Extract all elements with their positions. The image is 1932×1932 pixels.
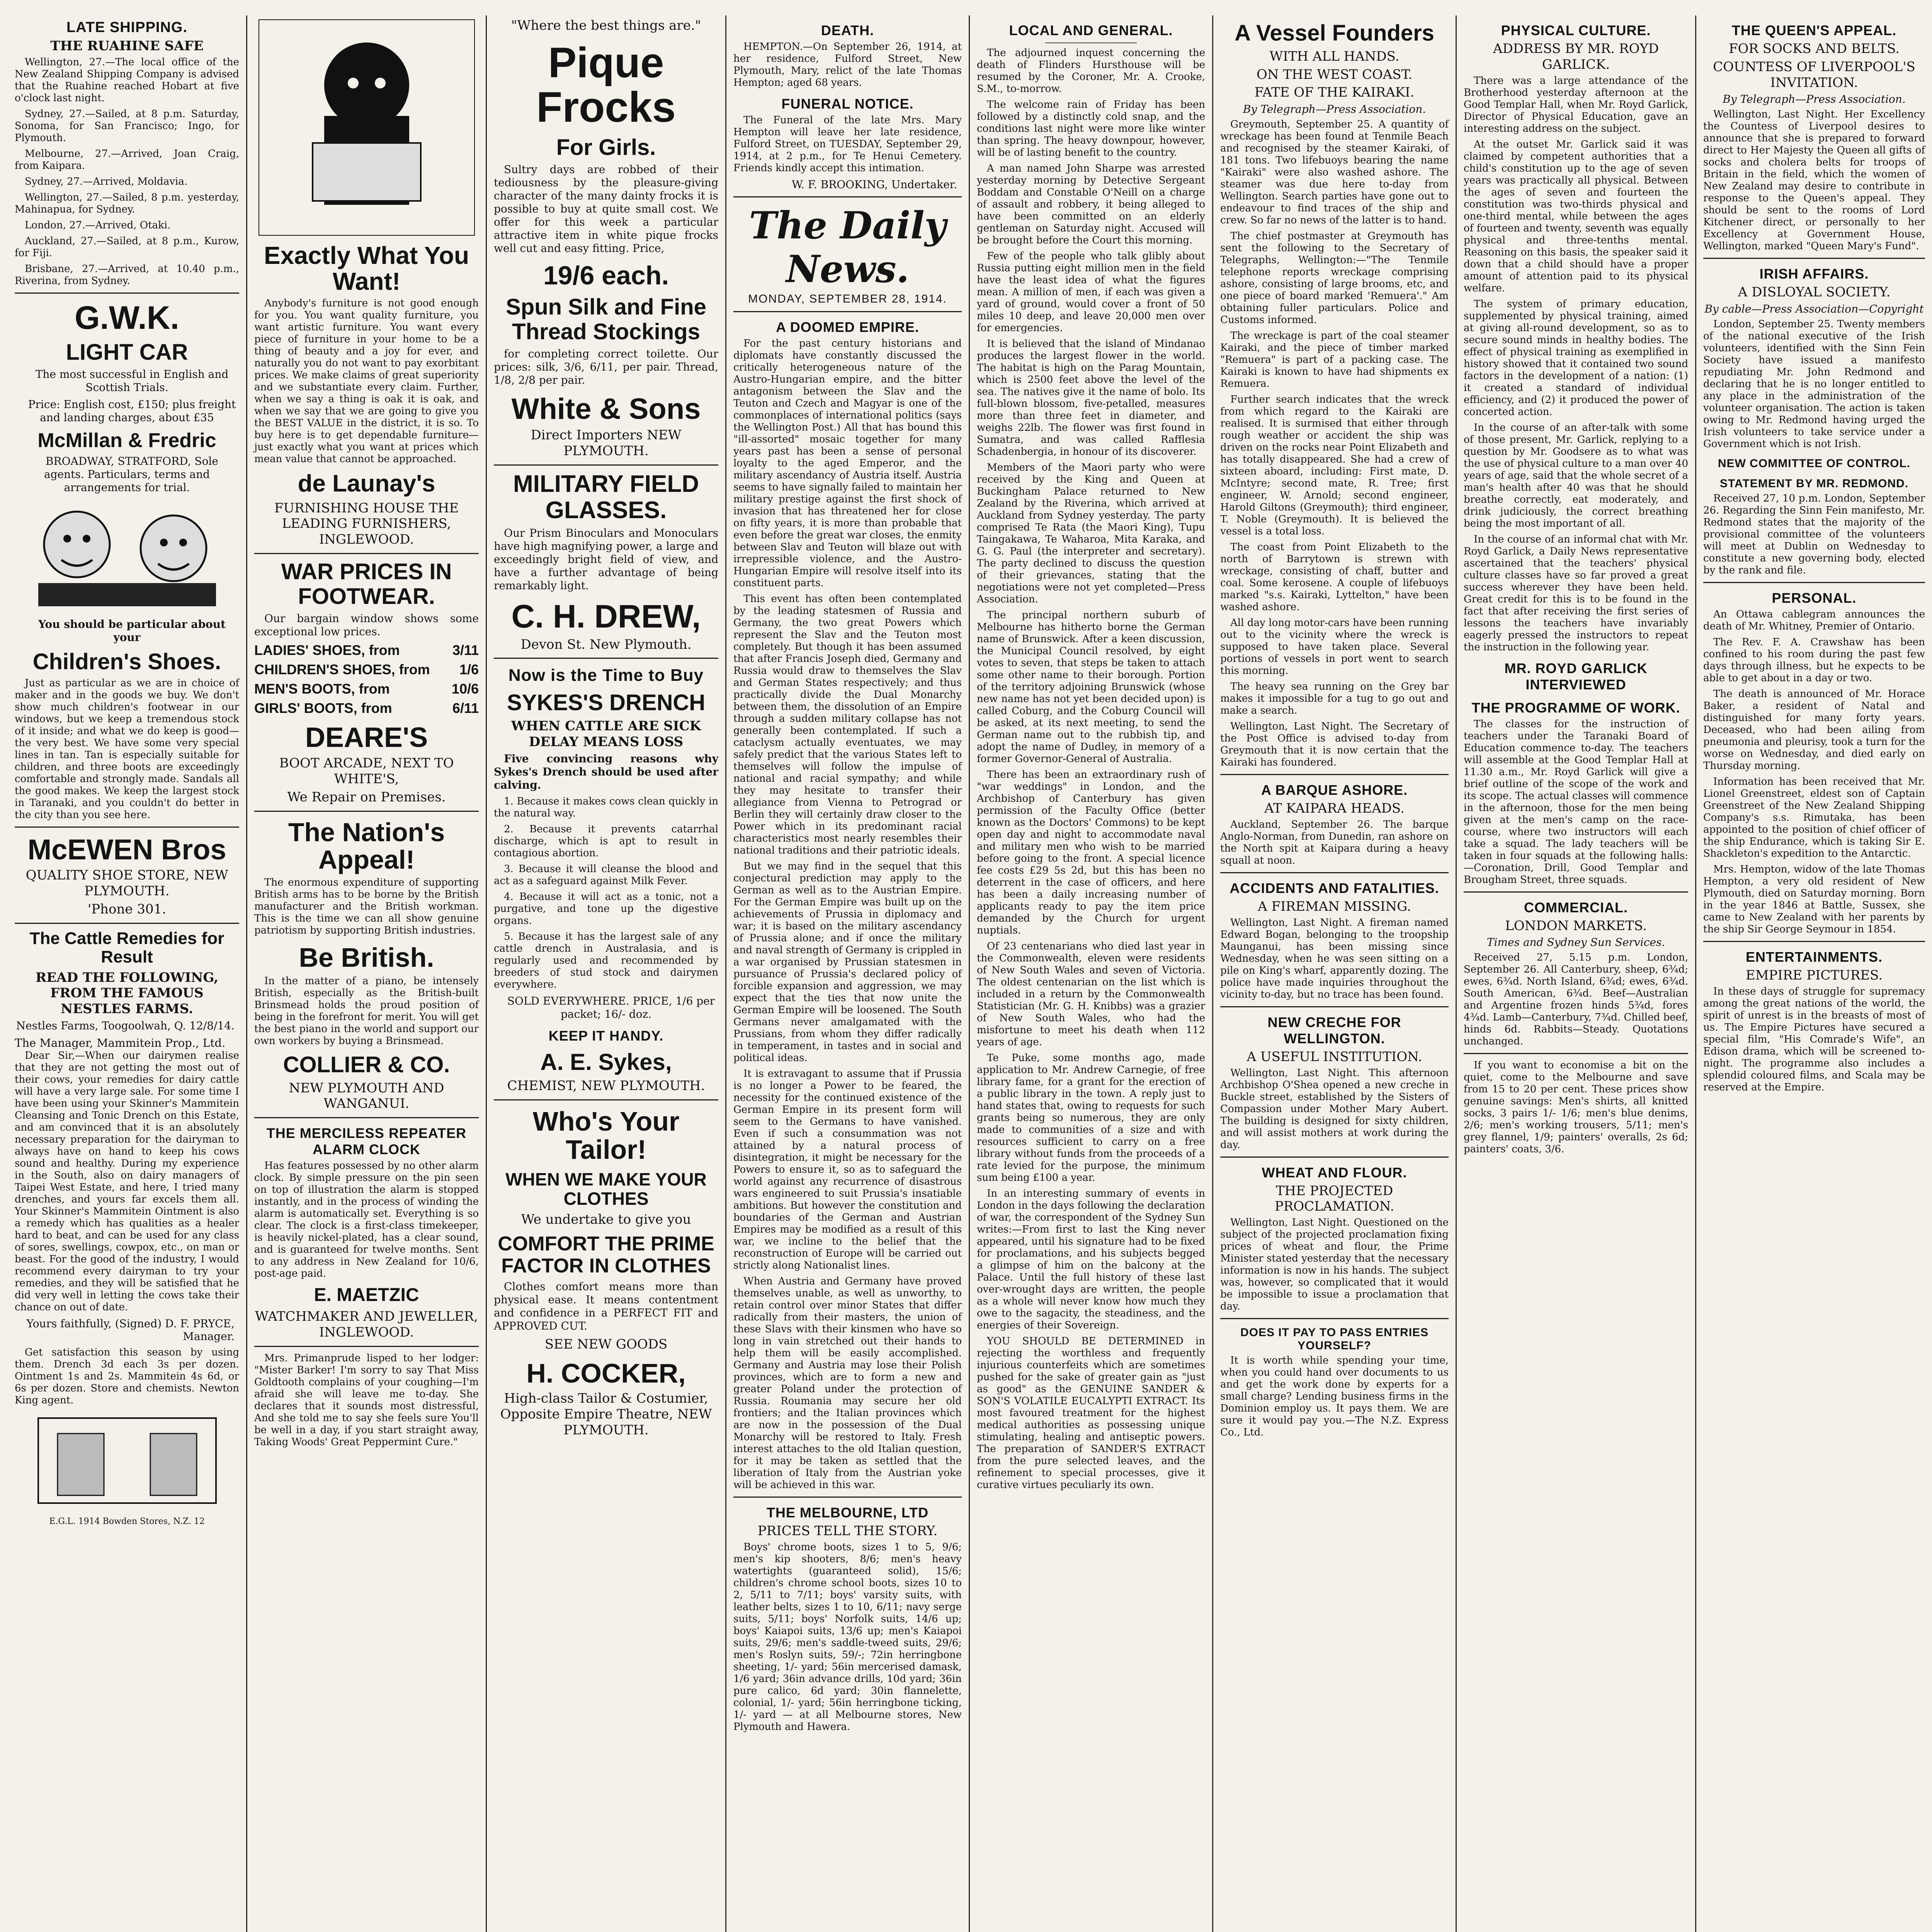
article-paragraph: This event has often been contemplated by the leading statesmen of Russia and Germany, the two great Powers which represent the Slav and the Teuton most completely. But though it has been assumed that after Francis Joseph died, Germany and Russia would draw to themselves the Slav and German States respectively; and thus practically divide the Dual Monarchy between them, the dissolution of an Empire through a sudden military collapse has not generally been contemplated. If such a cataclysm actually eventuates, we may safely predict that the various States left to themselves will follow the impulse of national and racial sympathy; and while they may hesitate to transfer their allegiance from Vienna to Petrograd or Berlin they will certainly draw closer to the Power which in its predominant racial characteristics most nearly resembles their national traditions and their patriotic ideals. xyxy=(733,593,962,856)
column-2 xyxy=(247,15,487,1932)
maetzig-subtitle: WATCHMAKER AND JEWELLER, INGLEWOOD. xyxy=(255,1309,478,1340)
column-7 xyxy=(1457,15,1696,1932)
comfort-see: SEE NEW GOODS xyxy=(544,1336,668,1352)
vessel-body xyxy=(1220,119,1449,769)
comfort-title: COMFORT THE PRIME FACTOR IN CLOTHES xyxy=(498,1232,714,1277)
be-british-body: In the matter of a piano, be intensely British, especially as the British-built Brinsmead holds the proud position of being in the forefront for merit. You will get the best piano in the world and support our own workers by buying a Brinsmead. xyxy=(254,975,479,1047)
war-price-label: CHILDREN'S SHOES, from xyxy=(254,661,430,677)
local-news-paragraph: In an interesting summary of events in London in the days following the declaration of war, the correspondent of the Sydney Sun writes:—From first to last the King never appeared, until his signature had to be fixed for proclamations, and his subjects begged a glimpse of him on the balcony at the Palace. Until the full history of these last over-wrought days are written, the people as a whole will never know how much they owe to the sagacity, the steadiness, and the energies of their Sovereign. xyxy=(977,1188,1205,1331)
sykes-title: SYKES'S DRENCH xyxy=(507,690,706,716)
commercial-heading: COMMERCIAL. xyxy=(1524,899,1628,915)
divider xyxy=(1703,941,1925,942)
sykes-reason-item: 5. Because it has the largest sale of any cattle drench in Australasia, and is regularly used and recommended by breeders of stud stock and dairymen everywhere. xyxy=(494,930,718,990)
sykes-reason-item: 4. Because it will act as a tonic, not a purgative, and tone up the digestive organs. xyxy=(494,891,718,927)
spun-title: Spun Silk and Fine Thread Stockings xyxy=(506,294,706,344)
cattle-address: Nestles Farms, Toogoolwah, Q. 12/8/14. xyxy=(16,1019,235,1032)
divider xyxy=(254,553,479,554)
garlick-heading: MR. ROYD GARLICK INTERVIEWED xyxy=(1504,660,1648,692)
committee-heading: NEW COMMITTEE OF CONTROL. xyxy=(1718,457,1911,470)
cattle-recipient: The Manager, Mammitein Prop., Ltd. xyxy=(15,1036,226,1050)
local-news-paragraph: Few of the people who talk glibly about Russia putting eight million men in the field have the least idea of what the figures mean. A million of men, if each was given a yard of ground, would cover a front of 50 miles 10 deep, and leave 20,000 men over for emergencies. xyxy=(977,250,1205,334)
statement-body: Received 27, 10 p.m. London, September 26. Regarding the Sinn Fein manifesto, Mr. Redmond states that the majority of the provisional committee of the volunteers will meet at Dublin on Wednesday to constitute a new governing body, elected by the rank and file. xyxy=(1703,493,1925,577)
childrens-note: You should be particular about your xyxy=(38,617,226,644)
divider xyxy=(1220,1006,1449,1007)
pays-body: It is worth while spending your time, when you could hand over documents to us and get the work done by experts for a small charge? Lending business firms in the Dominion employ us. It pays them. We are sure it would pay you.—The N.Z. Express Co., Ltd. xyxy=(1220,1355,1449,1439)
divider xyxy=(1220,1156,1449,1158)
maetzig-title: E. MAETZIC xyxy=(314,1285,419,1306)
delaunay-subtitle: FURNISHING HOUSE THE LEADING FURNISHERS, INGLEWOOD. xyxy=(274,500,459,548)
shipping-item: Brisbane, 27.—Arrived, at 10.40 p.m., Riverina, from Sydney. xyxy=(15,263,239,287)
exactly-title: Exactly What You Want! xyxy=(264,242,469,296)
shipping-item: Wellington, 27.—Sailed, 8 p.m. yesterday, Mahinapua, for Sydney. xyxy=(15,191,239,215)
white-subtitle: Direct Importers NEW PLYMOUTH. xyxy=(531,427,682,459)
spun-body: for completing correct toilette. Our prices: silk, 3/6, 6/11, per pair. Thread, 1/8, 2/8 per pair. xyxy=(494,347,718,386)
alarm-title: THE MERCILESS REPEATER ALARM CLOCK xyxy=(266,1125,467,1158)
physical-paragraph: At the outset Mr. Garlick said it was claimed by competent authorities that a child's constitution up to the age of seven years was practically all physical. Between the ages of seven and fourteen the constitution was two-thirds physical and one-third mental, while between the ages of fourteen and twenty, seventh was equally physical and three-tenths mental. Reasoning on this basis, the speaker said it down that a child should have a proper amount of attention paid to its physical welfare. xyxy=(1464,138,1688,294)
vessel-paragraph: The wreckage is part of the coal steamer Kairaki, and the piece of timber marked "Remuera" is part of a packing case. The Kairaki is known to have had shipments ex Remuera. xyxy=(1220,330,1449,390)
irish-heading: IRISH AFFAIRS. xyxy=(1759,266,1869,282)
deares-note: We Repair on Premises. xyxy=(287,789,446,805)
local-news-paragraph: The welcome rain of Friday has been followed by a distinctly cold snap, and the conditions last night were more like winter than spring. The heavy downpour, however, will be of lasting benefit to the country. xyxy=(977,99,1205,158)
cattle-footer: Get satisfaction this season by using them. Drench 3d each 3s per dozen. Ointment 1s and 2s. Mammitein 4s 6d, or 6s per dozen. Store and chemists. Newton King agent. xyxy=(15,1347,239,1406)
melbourne-body: Boys' chrome boots, sizes 1 to 5, 9/6; men's kip shooters, 8/6; men's heavy watertights (guaranteed solid), 15/6; children's chrome school boots, sizes 10 to 2, 5/11 to 7/11; boys' varsity suits, with leather belts, sizes 1 to 10, 6/11; navy serge suits, 5/11; boys' Norfolk suits, 14/6 up; boys' Kaiapoi suits, 13/6 up; men's Kaiapoi suits, 29/6; men's saddle-tweed suits, 29/6; men's Roslyn suits, 59/-; 72in herringbone sheeting, 1/- yard; 56in mercerised damask, 1/6 yard; 36in advance drills, 10d yard; 36in pure calico, 6d yard; 30in flannelette, colonial, 1/- yard; 56in herringbone ticking, 1/- yard — at all Melbourne stores, New Plymouth and Hawera. xyxy=(733,1541,962,1733)
local-news-paragraph: It is believed that the island of Mindanao produces the largest flower in the world. The habitat is high on the Parag Mountain, which is 2500 feet above the level of the sea. The natives give it the name of bolo. Its full-blown blossom, five-petalled, measures more than three feet in diameter, and weighs 22lb. The flower was first found in Sumatra, and was called Rafflesia Schadenbergia, in honour of its discoverer. xyxy=(977,338,1205,457)
personal-paragraph: Information has been received that Mr. Lionel Greenstreet, eldest son of Captain Greenstreet of the New Zealand Shipping Company's s.s. Rimutaka, has been appointed to the position of chief officer of the ship Endurance, which is taking Sir E. Shackleton's expedition to the Antarctic. xyxy=(1703,776,1925,860)
article-body xyxy=(733,338,962,1491)
personal-paragraph: The death is announced of Mr. Horace Baker, a resident of Natal and distinguished for many forty years. Deceased, who had been ailing from pneumonia and pleurisy, took a turn for the worse on Wednesday, and died early on Thursday morning. xyxy=(1703,688,1925,772)
column-5 xyxy=(970,15,1213,1932)
queen-subheading: FOR SOCKS AND BELTS. xyxy=(1728,41,1900,56)
wheat-subheading: THE PROJECTED PROCLAMATION. xyxy=(1274,1183,1395,1214)
shipping-item: Sydney, 27.—Sailed, at 8 p.m. Saturday, Sonoma, for San Francisco; Ingo, for Plymouth. xyxy=(15,108,239,144)
column-4 xyxy=(726,15,970,1932)
shipping-heading: LATE SHIPPING. xyxy=(66,19,188,36)
physical-subheading: ADDRESS BY MR. ROYD GARLICK. xyxy=(1493,41,1659,72)
divider xyxy=(1220,872,1449,873)
war-intro: Our bargain window shows some exceptional low prices. xyxy=(254,612,479,638)
shipping-subheading: THE RUAHINE SAFE xyxy=(50,38,204,54)
wheat-heading: WHEAT AND FLOUR. xyxy=(1262,1164,1407,1180)
drew-title: C. H. DREW, xyxy=(511,598,701,635)
pique-price: 19/6 each. xyxy=(543,260,669,290)
comfort-body: Clothes comfort means more than physical ease. It means contentment and confidence in a PERFECT FIT and APPROVED CUT. xyxy=(494,1280,718,1332)
vessel-paragraph: All day long motor-cars have been running out to the vicinity where the wreck is supposed to have taken place. Several portions of vessels in port went to search this morning. xyxy=(1220,617,1449,677)
divider xyxy=(254,1117,479,1118)
empire-body: In these days of struggle for supremacy among the great nations of the world, the spirit of unrest is in the breasts of most of us. The Empire Pictures have secured a special film, "His Comrade's Wife", an Edison drama, which will be screened to-night. The programme also includes a splendid coloured films, and Scala may be reserved at the Empire. xyxy=(1703,985,1925,1093)
divider xyxy=(1220,1318,1449,1319)
personal-paragraph: An Ottawa cablegram announces the death of Mr. Whitney, Premier of Ontario. xyxy=(1703,609,1925,633)
military-body: Our Prism Binoculars and Monoculars have high magnifying power, a large and exceedingly bright field of view, and have a further advantage of being remarkably light. xyxy=(494,527,718,592)
keep-handy: KEEP IT HANDY. xyxy=(548,1027,664,1044)
delaunay-title: de Launay's xyxy=(298,470,435,497)
tailor-title: Who's Your Tailor! xyxy=(532,1106,680,1165)
local-news-paragraph: There has been an extraordinary rush of "war weddings" in London, and the Archbishop of Canterbury has given permission of the Faculty Office (better known as the Doctors' Commons) to be kept open day and night to accommodate naval and military men who wish to be married before going to the front. A special licence fee costs £29 5s 2d, but this has been no deterrent in the case of officers, and here has been a daily increasing number of applicants ready to pay the item price demanded by the Church for urgent nuptials. xyxy=(977,769,1205,936)
divider xyxy=(733,196,962,197)
divider xyxy=(494,1099,718,1100)
where-tagline: "Where the best things are." xyxy=(511,18,701,33)
divider xyxy=(1220,774,1449,775)
personal-body xyxy=(1703,609,1925,935)
funeral-heading: FUNERAL NOTICE. xyxy=(781,96,914,112)
nations-body: The enormous expenditure of supporting British arms has to be borne by the British manufacturer and the British workman. This is the time we can all show genuine patriotism by supporting British industries. xyxy=(254,877,479,937)
sykes-tagline: WHEN CATTLE ARE SICK DELAY MEANS LOSS xyxy=(511,718,701,750)
column-6 xyxy=(1213,15,1457,1932)
personal-paragraph: Mrs. Hempton, widow of the late Thomas Hempton, a very old resident of New Plymouth, died on Saturday morning. Born in the year 1846 at Battle, Sussex, she came to New Zealand with her parents by the ship Sir George Seymour in 1854. xyxy=(1703,864,1925,935)
vessel-paragraph: Greymouth, September 25. A quantity of wreckage has been found at Tenmile Beach and recognised by the steamer Kairaki, of 181 tons. Two lifebuoys bearing the name "Kairaki" were also washed ashore. The steamer was due here to-day from Wellington. Search parties have gone out to endeavour to find traces of the ship and crew. So far no news of the latter is to hand. xyxy=(1220,119,1449,226)
queen-subheading-2: COUNTESS OF LIVERPOOL'S INVITATION. xyxy=(1713,59,1915,90)
divider xyxy=(733,1497,962,1498)
war-price-row xyxy=(254,642,479,658)
vessel-sub3: FATE OF THE KAIRAKI. xyxy=(1254,85,1415,100)
irish-byline: By cable—Press Association—Copyright xyxy=(1704,303,1924,316)
melbourne-subheading: PRICES TELL THE STORY. xyxy=(757,1523,938,1539)
melbourne-heading: THE MELBOURNE, LTD xyxy=(766,1505,929,1520)
cocker-subtitle: High-class Tailor & Costumier, Opposite Empire Theatre, NEW PLYMOUTH. xyxy=(500,1391,712,1438)
childrens-title: Children's Shoes. xyxy=(32,649,221,674)
sykes-heading: Now is the Time to Buy xyxy=(508,666,704,685)
fireman-body: Wellington, Last Night. A fireman named Edward Bogan, belonging to the troopship Maunganui, has been missing since Wednesday, when he was seen sitting on a pile on King's wharf, apparently dozing. The police have made inquiries throughout the vicinity to-day, but no trace has been found. xyxy=(1220,917,1449,1000)
vessel-paragraph: Wellington, Last Night. The Secretary of the Post Office is advised to-day from Greymouth that it is now certain that the Kairaki has foundered. xyxy=(1220,721,1449,769)
pique-body: Sultry days are robbed of their tediousness by the pleasure-giving character of the many dainty frocks it is possible to buy at quite small cost. We offer for this week a particular attractive item in white pique frocks well cut and easy fitting. Price, xyxy=(494,163,718,255)
masthead: The Daily News. xyxy=(749,204,946,291)
article-paragraph: When Austria and Germany have proved themselves unable, as well as unworthy, to retain control over minor States that differ radically from their masters, the union of these Slavs with their kinsmen who have so long in vain stretched out their hands to help them will be easily accomplished. Germany and Austria may lose their Polish provinces, which are to form a new and greater Poland under the protection of Russia. Roumania may secure her old frontiers; and the Italian provinces which are now in the possession of the Dual Monarchy will be restored to Italy. Fresh interest attaches to the old Italian question, for it may be taken as settled that the liberation of Italy from the Austrian yoke will be achieved in this war. xyxy=(733,1276,962,1491)
physical-body xyxy=(1464,75,1688,653)
sykes-reason-item: 3. Because it will cleanse the blood and act as a safeguard against Milk Fever. xyxy=(494,863,718,887)
sykes-reason-item: 1. Because it makes cows clean quickly in the natural way. xyxy=(494,795,718,819)
sykes-sold: SOLD EVERYWHERE. PRICE, 1/6 per packet; 16/- doz. xyxy=(507,994,715,1020)
mcewen-phone: 'Phone 301. xyxy=(87,901,167,917)
article-heading: A DOOMED EMPIRE. xyxy=(776,319,919,335)
divider xyxy=(1703,582,1925,583)
vessel-paragraph: The heavy sea running on the Grey bar makes it impossible for a tug to go out and make a search. xyxy=(1220,681,1449,717)
cattle-signature: Yours faithfully, (Signed) D. F. PRYCE, Manager. xyxy=(26,1317,235,1343)
divider xyxy=(254,811,479,812)
drew-subtitle: Devon St. New Plymouth. xyxy=(520,636,692,652)
local-news-paragraph: YOU SHOULD BE DETERMINED in rejecting the worthless and frequently injurious counterfeits which are sometimes pushed for the sake of greater gain as "just as good" as the GENUINE SANDER & SON'S VOLATILE EUCALYPTI EXTRACT. Its most favoured treatment for the highest medical authorities as possessing unique stimulating, healing and antiseptic powers. The preparation of SANDER'S EXTRACT from the pure selected leaves, and the refinement to special processes, give it curative virtues peculiarly its own. xyxy=(977,1335,1205,1491)
empire-heading: EMPIRE PICTURES. xyxy=(1745,968,1883,983)
divider xyxy=(494,464,718,466)
divider xyxy=(1464,1053,1688,1054)
local-news-body xyxy=(977,47,1205,1491)
shipping-item: London, 27.—Arrived, Otaki. xyxy=(25,219,171,231)
deares-subtitle: BOOT ARCADE, NEXT TO WHITE'S, xyxy=(279,755,454,787)
collier-title: COLLIER & CO. xyxy=(283,1052,450,1077)
funeral-body: The Funeral of the late Mrs. Mary Hempton will leave her late residence, Fulford Street, on TUESDAY, September 29, 1914, at 2 p.m., for Te Henui Cemetery. Friends kindly accept this intimation. xyxy=(733,114,962,174)
mcewen-title: McEWEN Bros xyxy=(27,833,226,866)
vessel-paragraph: The coast from Point Elizabeth to the north of Barrytown is strewn with wreckage, consisting of chaff, butter and coal. Some kerosene. A couple of lifebuoys marked "s.s. Kairaki, Lyttelton," have been washed ashore. xyxy=(1220,541,1449,613)
physical-paragraph: In the course of an after-talk with some of those present, Mr. Garlick, replying to a question by Mr. Goodsere as to what was the use of physical culture to a man over 40 years of age, said that the whole secret of a man's health after 40 was that he should breathe correctly, eat moderately, and drink judiciously, the correct breathing being the most important of all. xyxy=(1464,422,1688,529)
divider xyxy=(15,923,239,924)
personal-heading: PERSONAL. xyxy=(1772,590,1857,606)
local-news-paragraph: The adjourned inquest concerning the death of Flinders Hursthouse will be resumed by the Coroner, Mr. A. Crooke, S.M., to-morrow. xyxy=(977,47,1205,95)
bottom-label: E.G.L. 1914 Bowden Stores, N.Z. 12 xyxy=(49,1517,205,1527)
divider xyxy=(733,311,962,312)
gwk-title: G.W.K. xyxy=(75,299,179,336)
cattle-subtitle: READ THE FOLLOWING, FROM THE FAMOUS NESTLES FARMS. xyxy=(35,969,219,1017)
barque-body: Auckland, September 26. The barque Anglo-Norman, from Dunedin, ran ashore on the North spit at Kaipara during a heavy squall at noon. xyxy=(1220,818,1449,866)
programme-heading: THE PROGRAMME OF WORK. xyxy=(1471,699,1680,716)
cocker-title: H. COCKER, xyxy=(526,1358,686,1388)
aesykes-subtitle: CHEMIST, NEW PLYMOUTH. xyxy=(507,1078,705,1094)
war-price-row xyxy=(254,662,479,678)
war-price-label: LADIES' SHOES, from xyxy=(254,642,400,658)
sykes-reasons-intro: Five convincing reasons why Sykes's Drench should be used after calving. xyxy=(494,752,718,791)
vessel-heading: A Vessel Founders xyxy=(1235,20,1434,46)
alarm-body: Has features possessed by no other alarm clock. By simple pressure on the pin seen on top of illustration the alarm is stopped instantly, and in the process of winding the alarm is automatically set. Everything is so clear. The clock is a first-class timekeeper, is heavily nickel-plated, has a clear sound, and is guaranteed for twelve months. Sent to any address in New Zealand for 10/6, post-age paid. xyxy=(254,1160,479,1280)
death-body: HEMPTON.—On September 26, 1914, at her residence, Fulford Street, New Plymouth, Mary, relict of the late Thomas Hempton; aged 68 years. xyxy=(733,41,962,88)
aesykes-title: A. E. Sykes, xyxy=(540,1049,672,1075)
queen-body: Wellington, Last Night. Her Excellency the Countess of Liverpool desires to announce that she is prepared to forward direct to Her Majesty the Queen all gifts of socks and cholera belts for troops of Britain in the field, which the women of New Zealand may desire to contribute in response to the Queen's appeal. They should be sent to the rooms of Lord Kitchener direct, or personally to her Excellency at Government House, Wellington, marked "Queen Mary's Fund". xyxy=(1703,109,1925,252)
vessel-sub1: WITH ALL HANDS. xyxy=(1269,48,1400,64)
article-paragraph: But we may find in the sequel that this conjectural prediction may apply to the German as well as to the Austrian Empire. For the German Empire was built up on the achievements of Prussia in diplomacy and war; it is based on the military ascendancy of Prussia alone; and if once the military and naval strength of Germany is crippled in a war organised by Prussian statesmen in pursuance of Prussia's declared policy of forcible expansion and aggression, we may expect that the ties that now unite the German Empire will be loosened. The South Germans never amalgamated with the Prussians, from whom they differ radically in temperament, in tastes and in social and political ideas. xyxy=(733,861,962,1064)
vessel-sub2: ON THE WEST COAST. xyxy=(1256,66,1413,82)
wheat-body: Wellington, Last Night. Questioned on the subject of the projected proclamation fixing prices of wheat and flour, the Prime Minister stated yesterday that the necessary information is now in his hands. The subject was, however, so complicated that it would be impossible to issue a proclamation that day. xyxy=(1220,1217,1449,1313)
gwk-subtitle: LIGHT CAR xyxy=(66,339,188,365)
children-illustration xyxy=(23,498,231,614)
irish-body: London, September 25. Twenty members of the national executive of the Irish volunteers, identified with the Sinn Fein Society have issued a manifesto repudiating Mr. John Redmond and declaring that he is no longer entitled to any place in the administration of the volunteer organisation. The action is taken owing to Mr. Redmond having urged the Irish volunteers to take service under a Government which is not Irish. xyxy=(1703,318,1925,450)
divider xyxy=(1703,258,1925,259)
physical-paragraph: In the course of an informal chat with Mr. Royd Garlick, a Daily News representative ascertained that the teachers' physical culture classes have so far proved a great success wherever they have been held. Great credit for this is to be found in the fact that after receiving the first series of lessons the teachers have invariably eagerly pressed the instructors to repeat the instruction in the following year. xyxy=(1464,533,1688,653)
personal-paragraph: The Rev. F. A. Crawshaw has been confined to his room during the past few days through illness, but he expects to be able to get about in a day or two. xyxy=(1703,636,1925,684)
gwk-price: Price: English cost, £150; plus freight and landing charges, about £35 xyxy=(28,398,236,424)
article-paragraph: For the past century historians and diplomats have constantly discussed the critically heterogeneous nature of the Austro-Hungarian empire, and the bitter antagonism between the Slav and the Teuton and Czech and Magyar is one of the commonplaces of international politics (says the Wellington Post.) All that has bound this "ill-assorted" mosaic together for many years past has been a sense of personal loyalty to the aged Emperor, and the military ascendancy of Austria itself. Austria seems to have signally failed to maintain her military prestige against the first shock of invasion that has threatened her for close on fifty years, it is more than probable that even before the great war closes, the enmity between Slav and Teuton will blaze out with irrepressible violence, and the Austro-Hungarian Empire will resolve itself into its constituent parts. xyxy=(733,338,962,589)
deares-title: DEARE'S xyxy=(305,722,428,753)
cattle-title: The Cattle Remedies for Result xyxy=(29,929,224,967)
sykes-reasons-list xyxy=(494,796,718,991)
gwk-description: The most successful in English and Scottish Trials. xyxy=(35,367,229,394)
be-british-title: Be British. xyxy=(299,942,434,973)
cattle-body: Dear Sir,—When our dairymen realise that they are not getting the most out of their cows, your remedies for dairy cattle will have a very large sale. For some time I have been using your Skinner's Mammitein Cleansing and Tonic Drench on this Estate, and am convinced that it is an absolutely necessary preparation for the dairyman to always have on hand to keep his cows sound and healthy. During my experience in the South, also on dairy managers of Taipei West Estate, and here, I tried many drenches, and yours far excels them all. Your Skinner's Mammitein Ointment is also a remedy which has qualities as a healer hard to beat, and can be used for any class of sores, swellings, cowpox, etc., on man or beast. For the good of the industry, I would recommend every dairyman to try your remedies, and they will be satisfied that he did very well in letting the cows take their chance on out of date. xyxy=(15,1050,239,1313)
cure-bottle-illustration xyxy=(23,1410,231,1511)
military-title: MILITARY FIELD GLASSES. xyxy=(513,470,699,524)
man-with-newspaper-illustration xyxy=(259,19,475,236)
creche-subheading: A USEFUL INSTITUTION. xyxy=(1247,1049,1422,1065)
shipping-item: Sydney, 27.—Arrived, Moldavia. xyxy=(25,175,188,187)
physical-paragraph: There was a large attendance of the Brotherhood yesterday afternoon at the Good Templar Hall, when Mr. Royd Garlick, Director of Physical Education, gave an interesting address on the subject. xyxy=(1464,75,1688,134)
london-subheading: Times and Sydney Sun Services. xyxy=(1486,936,1665,949)
mcmillan-title: McMillan & Fredric xyxy=(37,429,216,452)
divider xyxy=(494,658,718,659)
war-prices-list xyxy=(254,642,479,716)
mcmillan-subtitle: BROADWAY, STRATFORD, Sole agents. Particulars, terms and arrangements for trial. xyxy=(44,454,218,494)
barque-subheading: AT KAIPARA HEADS. xyxy=(1264,801,1405,816)
sykes-reason-item: 2. Because it prevents catarrhal discharge, which is apt to result in contagious abortion. xyxy=(494,823,718,859)
column-3 xyxy=(487,15,726,1932)
shipping-item: Wellington, 27.—The local office of the New Zealand Shipping Company is advised that the Ruahine reached Hobart at five o'clock last night. xyxy=(15,56,239,104)
divider xyxy=(254,1346,479,1347)
irish-subheading: A DISLOYAL SOCIETY. xyxy=(1738,284,1891,300)
creche-body: Wellington, Last Night. This afternoon Archbishop O'Shea opened a new creche in Buckle street, established by the Sisters of Compassion under Mother Mary Aubert. The building is designed for sixty children, and will assist mothers at work during the day. xyxy=(1220,1067,1449,1151)
war-price-value: 6/11 xyxy=(452,700,479,716)
war-price-label: MEN'S BOOTS, from xyxy=(254,680,390,697)
war-prices-title: WAR PRICES IN FOOTWEAR. xyxy=(281,559,452,609)
local-news-paragraph: A man named John Sharpe was arrested yesterday morning by Detective Sergeant Boddam and Constable O'Neill on a charge of assault and robbery, it being alleged to have been committed on an elderly gentleman on Saturday night. Accused will be brought before the Court this morning. xyxy=(977,163,1205,246)
fireman-heading: A FIREMAN MISSING. xyxy=(1258,898,1411,914)
divider xyxy=(1464,891,1688,893)
local-news-paragraph: Of 23 centenarians who died last year in the Commonwealth, eleven were residents of New South Wales and seven of Victoria. The oldest centenarian on the list which is included in a return by the Commonwealth Statistician (Mr. G. H. Knibbs) was a grazier of New South Wales, who had the misfortune to meet his death when 112 years of age. xyxy=(977,940,1205,1048)
creche-heading: NEW CRECHE FOR WELLINGTON. xyxy=(1267,1014,1401,1046)
war-price-row xyxy=(254,681,479,697)
shipping-item: Auckland, 27.—Sailed, at 8 p.m., Kurow, for Fiji. xyxy=(15,235,239,259)
vessel-byline: By Telegraph—Press Association. xyxy=(1243,103,1426,116)
war-price-value: 1/6 xyxy=(459,661,479,677)
war-price-value: 10/6 xyxy=(451,680,479,697)
accidents-heading: ACCIDENTS AND FATALITIES. xyxy=(1230,880,1439,896)
local-news-paragraph: Te Puke, some months ago, made application to Mr. Andrew Carnegie, of free library fame, for a grant for the erection of a public library in the town. A reply just to hand states that, owing to requests for such grants being so numerous, they are only made to communities of a size and with resources sufficient to carry on a free library without funds from the proceeds of a rate levied for the purpose, the minimum sum being £100 a year. xyxy=(977,1052,1205,1184)
local-news-paragraph: Members of the Maori party who were received by the King and Queen at Buckingham Palace returned to New Zealand by the Riverina, which arrived at Auckland from Sydney yesterday. The party comprised Te Rata (the Maori King), Tupu Taingakawa, Te Waharoa, Mita Karaka, and G. G. Paul (the interpreter and secretary). The party declined to discuss the question of their grievances, stating that the negotiations were not yet completed—Press Association. xyxy=(977,462,1205,605)
programme-body: The classes for the instruction of teachers under the Taranaki Board of Education commence to-day. The teachers will assemble at the Good Templar Hall at 11.30 a.m., Mr. Royd Garlick will give a brief outline of the scope of the work and its scope. The actual classes will commence in the afternoon, those for the men being given at the men's camp on the race-course, where two instructors will each take a squad. The lady teachers will be taken in four squads at the following halls:—Coronation, Drill, Good Templar and Brougham Street, three squads. xyxy=(1464,718,1688,886)
column-1 xyxy=(8,15,247,1932)
war-price-label: GIRLS' BOOTS, from xyxy=(254,700,392,716)
white-title: White & Sons xyxy=(511,392,701,425)
pays-heading: DOES IT PAY TO PASS ENTRIES YOURSELF? xyxy=(1240,1326,1429,1352)
war-price-row xyxy=(254,700,479,716)
death-heading: DEATH. xyxy=(821,22,874,38)
queen-heading: THE QUEEN'S APPEAL. xyxy=(1731,22,1897,38)
entertainments-heading: ENTERTAINMENTS. xyxy=(1745,949,1883,965)
dateline: MONDAY, SEPTEMBER 28, 1914. xyxy=(748,293,947,305)
column-8 xyxy=(1696,15,1932,1932)
statement-heading: STATEMENT BY MR. REDMOND. xyxy=(1719,477,1909,490)
physical-heading: PHYSICAL CULTURE. xyxy=(1501,22,1651,38)
queen-byline: By Telegraph—Press Association. xyxy=(1723,93,1906,106)
barque-heading: A BARQUE ASHORE. xyxy=(1261,782,1408,798)
shipping-list xyxy=(15,56,239,287)
divider xyxy=(15,827,239,828)
war-price-value: 3/11 xyxy=(452,642,479,658)
furniture-body: Anybody's furniture is not good enough for you. You want quality furniture, you want artistic furniture. You want every piece of furniture in your home to be a thing of beauty and a joy for ever, and naturally you do not want to pay exorbitant prices. We make claims of great superiority and we substantiate every claim. Further, when we say a thing is oak it is oak, and when we say that we are going to give you the BEST VALUE in the district, it is so. To buy here is to get dependable furniture—just exactly what you want at prices which mean value that cannot be approached. xyxy=(254,298,479,465)
shipping-item: Melbourne, 27.—Arrived, Joan Craig, from Kaipara. xyxy=(15,148,239,172)
physical-paragraph: The system of primary education, supplemented by physical training, aimed at giving all-round development, so as to secure sound minds in healthy bodies. The effect of physical training as exemplified in history showed that it contained two sound factors in the development of a nation: (1) it created a standard of individual efficiency, and (2) it produced the power of concerted action. xyxy=(1464,298,1688,418)
nations-title: The Nation's Appeal! xyxy=(288,817,445,874)
childrens-body: Just as particular as we are in choice of maker and in the goods we buy. We don't show much children's footwear in our windows, but we keep a tremendous stock of it inside; and what we do keep is good—the very best. We have some very special lines in tan. Tan is especially suitable for children, and three boots are exceedingly comfortable and strongly made. Sandals all the good makes. We keep the largest stock in Taranaki, and you couldn't do better in the city than you see here. xyxy=(15,677,239,821)
economise-body: If you want to economise a bit on the quiet, come to the Melbourne and save from 15 to 20 per cent. These prices show genuine savings: Men's shirts, all knitted socks, 3 pairs 1/- 1/6; men's blue denims, 2/6; men's working trousers, 5/11; men's grey flannel, 1/9; painters' overalls, 2s 6d; painters' coats, 3/6. xyxy=(1464,1060,1688,1155)
pique-title: Pique Frocks xyxy=(536,39,676,131)
vessel-paragraph: Further search indicates that the wreck from which regard to the Kairaki are realised. It is surmised that either through rough weather or accident the ship was driven on the rocks near Point Elizabeth and has totally disappeared. She had a crew of sixteen aboard, including: First mate, D. McIntyre; second mate, R. Tree; first engineer, W. Arnold; second engineer, Harold Giltons (Greymouth); third engineer, T. Noble (Greymouth). It is believed the vessel is a total loss. xyxy=(1220,394,1449,537)
london-body: Received 27, 5.15 p.m. London, September 26. All Canterbury, sheep, 6¾d; ewes, 6¾d. North Island, 6¾d; ewes, 6¾d. South American, 6¾d. Beef—Australian and Argentine frozen hinds 5¾d, fores 4¾d. Lamb—Canterbury, 7¾d. Chilled beef, hinds 6d. Rabbits—Steady. Quotations unchanged. xyxy=(1464,952,1688,1048)
divider xyxy=(15,293,239,294)
pique-for: For Girls. xyxy=(556,134,656,160)
peppermint-verse: Mrs. Primanprude lisped to her lodger: "Mister Barker! I'm sorry to say That Miss Goldtooth complains of your coughing—I'm afraid she will leave me to-day. She declares that it sounds most distressful, And she told me to say she feels sure You'll be well in a day, if you start straight away, Taking Woods' Great Peppermint Cure." xyxy=(254,1352,479,1448)
tailor-subtitle: WHEN WE MAKE YOUR CLOTHES xyxy=(505,1169,707,1209)
tailor-give: We undertake to give you xyxy=(521,1211,691,1227)
vessel-paragraph: The chief postmaster at Greymouth has sent the following to the Secretary of Telegraphs, Wellington:—"The Tenmile telephone reports wreckage comprising ashore, consisting of large brooms, etc, and one piece of board marked 'Remuera'." Am obtaining fuller particulars. Police and Customs informed. xyxy=(1220,230,1449,326)
mcewen-subtitle: QUALITY SHOE STORE, NEW PLYMOUTH. xyxy=(26,867,228,899)
article-paragraph: It is extravagant to assume that if Prussia is no longer a Power to be feared, the necessity for the continued existence of the German Empire in its present form will seem to the Germans to have vanished. Even if such a consummation was not attained by a natural process of disintegration, it might be necessary for the Powers to ensure it, so as to safeguard the world against any recurrence of disastrous wars engineered to suit Prussia's insatiable ambitions. But however the constitution and boundaries of the German and Austrian Empires may be modified as a result of this war, we incline to the belief that the reconstruction of Europe will be carried out strictly along Nationalist lines. xyxy=(733,1068,962,1271)
local-heading: LOCAL AND GENERAL. xyxy=(1009,22,1173,38)
collier-subtitle: NEW PLYMOUTH AND WANGANUI. xyxy=(289,1080,444,1112)
funeral-signature: W. F. BROOKING, Undertaker. xyxy=(792,178,957,191)
london-heading: LONDON MARKETS. xyxy=(1505,918,1647,934)
local-news-paragraph: The principal northern suburb of Melbourne has hitherto borne the German name of Brunswick. After a keen discussion, the Municipal Council resolved, by eight votes to seven, that steps be taken to attach some other name to their borough. Portion of the territory adjoining Brunswick (whose new name has not yet been decided upon) is called Coburg, and the Coburg Council will be asked, at its next meeting, to send the German name out to the rubbish tip, and adopt the name of Dudley, in memory of a former Governor-General of Australia. xyxy=(977,609,1205,765)
